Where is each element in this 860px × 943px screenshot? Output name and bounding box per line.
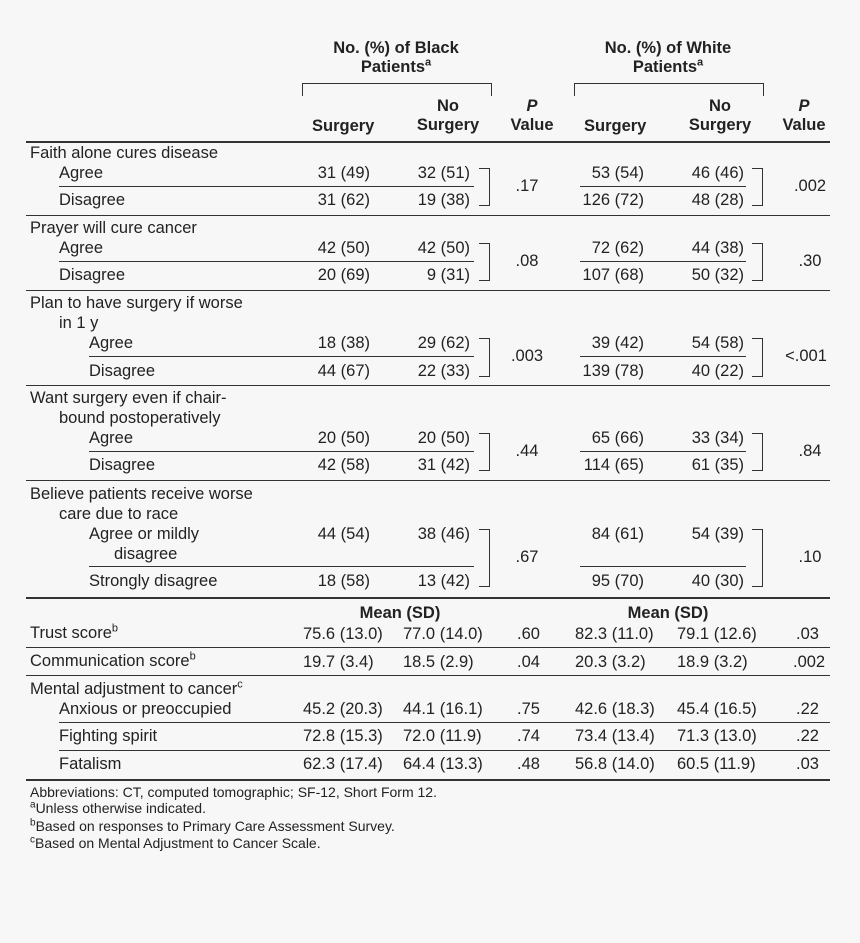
row-bracket	[752, 338, 763, 377]
col-black-surgery: Surgery	[312, 117, 375, 135]
p-value-white: .10	[798, 548, 822, 566]
row-bracket	[479, 338, 490, 377]
p-value-black: .003	[510, 347, 544, 365]
row-divider	[59, 261, 474, 262]
row-divider	[580, 261, 746, 262]
group-divider	[26, 290, 830, 291]
cell-white-surgery: 73.4 (13.4)	[575, 727, 655, 745]
cell-black-surgery: 44 (54)	[317, 525, 370, 543]
footnote-b: $^b$Based on responses to Primary Care Assessment Survey.	[30, 817, 395, 834]
p-value-black: .08	[515, 252, 539, 270]
row-label: Fatalism	[59, 755, 122, 773]
white-group-header: No. (%) of White Patients$^a$	[604, 39, 732, 76]
cell-white-no-surgery: 48 (28)	[691, 191, 744, 209]
cell-black-no-surgery: 22 (33)	[417, 362, 470, 380]
row-divider	[59, 186, 474, 187]
black-group-header: No. (%) of Black Patients$^a$	[333, 39, 459, 76]
group-divider	[26, 385, 830, 386]
row-divider	[59, 722, 830, 723]
p-value-black: .17	[515, 177, 539, 195]
cell-black-surgery: 31 (49)	[317, 164, 370, 182]
cell-black-no-surgery: 18.5 (2.9)	[403, 653, 474, 671]
p-value-white: .22	[796, 727, 819, 745]
cell-white-no-surgery: 18.9 (3.2)	[677, 653, 748, 671]
row-label: Disagree	[59, 191, 126, 209]
row-label: Agree or mildly	[89, 525, 200, 543]
p-value-white: .002	[793, 177, 827, 195]
cell-white-surgery: 107 (68)	[582, 266, 644, 284]
cell-white-no-surgery: 46 (46)	[691, 164, 744, 182]
row-divider	[26, 675, 830, 676]
score-label: Communication score$^b$	[30, 650, 196, 670]
header-rule	[26, 141, 830, 143]
footnote-a: $^a$Unless otherwise indicated.	[30, 799, 206, 816]
cell-black-no-surgery: 72.0 (11.9)	[403, 727, 482, 745]
row-divider	[59, 750, 830, 751]
group-title: Believe patients receive worse	[30, 485, 253, 503]
cell-white-surgery: 126 (72)	[582, 191, 644, 209]
cell-white-surgery: 39 (42)	[591, 334, 644, 352]
cell-white-surgery: 95 (70)	[591, 572, 644, 590]
cell-white-no-surgery: 33 (34)	[691, 429, 744, 447]
row-label: Agree	[59, 164, 104, 182]
col-black-no-surgery: No Surgery	[416, 97, 480, 134]
table-bottom-rule	[26, 779, 830, 781]
p-value-black: .44	[515, 442, 539, 460]
row-bracket	[752, 433, 763, 471]
cell-black-surgery: 19.7 (3.4)	[303, 653, 374, 671]
row-label: Disagree	[89, 456, 156, 474]
cell-white-no-surgery: 54 (39)	[691, 525, 744, 543]
cell-white-surgery: 42.6 (18.3)	[575, 700, 655, 718]
group-title: Plan to have surgery if worse	[30, 294, 243, 312]
row-label: Fighting spirit	[59, 727, 158, 745]
cell-white-no-surgery: 45.4 (16.5)	[677, 700, 757, 718]
group-divider	[26, 215, 830, 216]
cell-black-surgery: 45.2 (20.3)	[303, 700, 383, 718]
cell-black-no-surgery: 44.1 (16.1)	[403, 700, 483, 718]
row-label: Anxious or preoccupied	[59, 700, 232, 718]
group-divider	[26, 480, 830, 481]
p-value-white: <.001	[785, 347, 827, 365]
p-value-black: .60	[517, 625, 540, 643]
p-value-black: .04	[517, 653, 540, 671]
row-divider	[580, 451, 746, 452]
cell-white-surgery: 82.3 (11.0)	[575, 625, 654, 643]
cell-white-surgery: 53 (54)	[591, 164, 644, 182]
col-white-surgery: Surgery	[584, 117, 647, 135]
row-label: Disagree	[59, 266, 126, 284]
row-bracket	[752, 529, 763, 587]
cell-white-no-surgery: 40 (30)	[691, 572, 744, 590]
group-title: Prayer will cure cancer	[30, 219, 197, 237]
white-group-bracket	[574, 83, 764, 96]
cell-white-no-surgery: 60.5 (11.9)	[677, 755, 756, 773]
mean-sd-black-header: Mean (SD)	[359, 604, 441, 622]
col-white-no-surgery: No Surgery	[688, 97, 752, 134]
row-label: Agree	[89, 429, 134, 447]
mean-sd-white-header: Mean (SD)	[627, 604, 709, 622]
col-white-p-value: P Value	[782, 97, 826, 134]
cell-black-no-surgery: 29 (62)	[417, 334, 470, 352]
row-bracket	[479, 433, 490, 471]
row-bracket	[479, 529, 490, 587]
row-divider	[89, 451, 474, 452]
p-value-white: .03	[796, 625, 819, 643]
row-bracket	[752, 168, 763, 206]
cell-white-surgery: 20.3 (3.2)	[575, 653, 646, 671]
cell-black-surgery: 20 (69)	[317, 266, 370, 284]
row-label: Strongly disagree	[89, 572, 218, 590]
p-value-white: .002	[793, 653, 826, 671]
row-divider	[89, 566, 474, 567]
row-divider	[580, 356, 746, 357]
p-value-white: .30	[798, 252, 822, 270]
cell-black-no-surgery: 20 (50)	[417, 429, 470, 447]
group-title-cont: bound postoperatively	[59, 409, 221, 427]
row-divider	[26, 647, 830, 648]
row-bracket	[479, 243, 490, 281]
cell-black-no-surgery: 42 (50)	[417, 239, 470, 257]
row-divider	[89, 356, 474, 357]
cell-white-no-surgery: 50 (32)	[691, 266, 744, 284]
cell-black-surgery: 18 (58)	[317, 572, 370, 590]
cell-black-surgery: 72.8 (15.3)	[303, 727, 383, 745]
cell-black-no-surgery: 9 (31)	[426, 266, 470, 284]
row-label: Disagree	[89, 362, 156, 380]
row-label: Agree	[89, 334, 134, 352]
p-value-black: .75	[517, 700, 540, 718]
cell-white-no-surgery: 44 (38)	[691, 239, 744, 257]
cell-black-no-surgery: 19 (38)	[417, 191, 470, 209]
row-bracket	[752, 243, 763, 281]
cell-black-surgery: 44 (67)	[317, 362, 370, 380]
row-label-cont: disagree	[114, 545, 178, 563]
group-title-cont: in 1 y	[59, 314, 99, 332]
cell-white-surgery: 84 (61)	[591, 525, 644, 543]
cell-white-no-surgery: 79.1 (12.6)	[677, 625, 757, 643]
cell-black-surgery: 62.3 (17.4)	[303, 755, 383, 773]
cell-black-no-surgery: 13 (42)	[417, 572, 470, 590]
cell-black-no-surgery: 77.0 (14.0)	[403, 625, 483, 643]
cell-black-surgery: 75.6 (13.0)	[303, 625, 383, 643]
cell-black-no-surgery: 32 (51)	[417, 164, 470, 182]
cell-white-surgery: 65 (66)	[591, 429, 644, 447]
row-divider	[580, 566, 746, 567]
p-value-white: .03	[796, 755, 819, 773]
black-group-bracket	[302, 83, 492, 96]
section-rule	[26, 597, 830, 599]
score-label: Trust score$^b$	[30, 622, 119, 642]
mental-title: Mental adjustment to cancer$^c$	[30, 678, 243, 698]
cell-black-no-surgery: 38 (46)	[417, 525, 470, 543]
cell-black-surgery: 18 (38)	[317, 334, 370, 352]
p-value-black: .48	[517, 755, 540, 773]
cell-white-surgery: 72 (62)	[591, 239, 644, 257]
cell-white-surgery: 139 (78)	[582, 362, 644, 380]
col-black-p-value: P Value	[510, 97, 554, 134]
group-title: Want surgery even if chair-	[30, 389, 227, 407]
cell-white-no-surgery: 40 (22)	[691, 362, 744, 380]
cell-black-surgery: 42 (50)	[317, 239, 370, 257]
cell-white-no-surgery: 54 (58)	[691, 334, 744, 352]
cell-black-surgery: 31 (62)	[317, 191, 370, 209]
cell-black-surgery: 42 (58)	[317, 456, 370, 474]
cell-black-surgery: 20 (50)	[317, 429, 370, 447]
cell-white-no-surgery: 61 (35)	[691, 456, 744, 474]
p-value-black: .67	[515, 548, 539, 566]
cell-black-no-surgery: 31 (42)	[417, 456, 470, 474]
row-label: Agree	[59, 239, 104, 257]
p-value-black: .74	[517, 727, 540, 745]
footnote-abbreviations: Abbreviations: CT, computed tomographic; SF-12, Short Form 12.	[30, 784, 437, 800]
footnote-c: $^c$Based on Mental Adjustment to Cancer Scale.	[30, 834, 321, 851]
p-value-white: .22	[796, 700, 819, 718]
cell-white-no-surgery: 71.3 (13.0)	[677, 727, 757, 745]
cell-white-surgery: 56.8 (14.0)	[575, 755, 655, 773]
group-title: Faith alone cures disease	[30, 144, 219, 162]
p-value-white: .84	[798, 442, 822, 460]
cell-white-surgery: 114 (65)	[583, 456, 644, 474]
row-divider	[580, 186, 746, 187]
group-title-cont: care due to race	[59, 505, 179, 523]
row-bracket	[479, 168, 490, 206]
cell-black-no-surgery: 64.4 (13.3)	[403, 755, 483, 773]
